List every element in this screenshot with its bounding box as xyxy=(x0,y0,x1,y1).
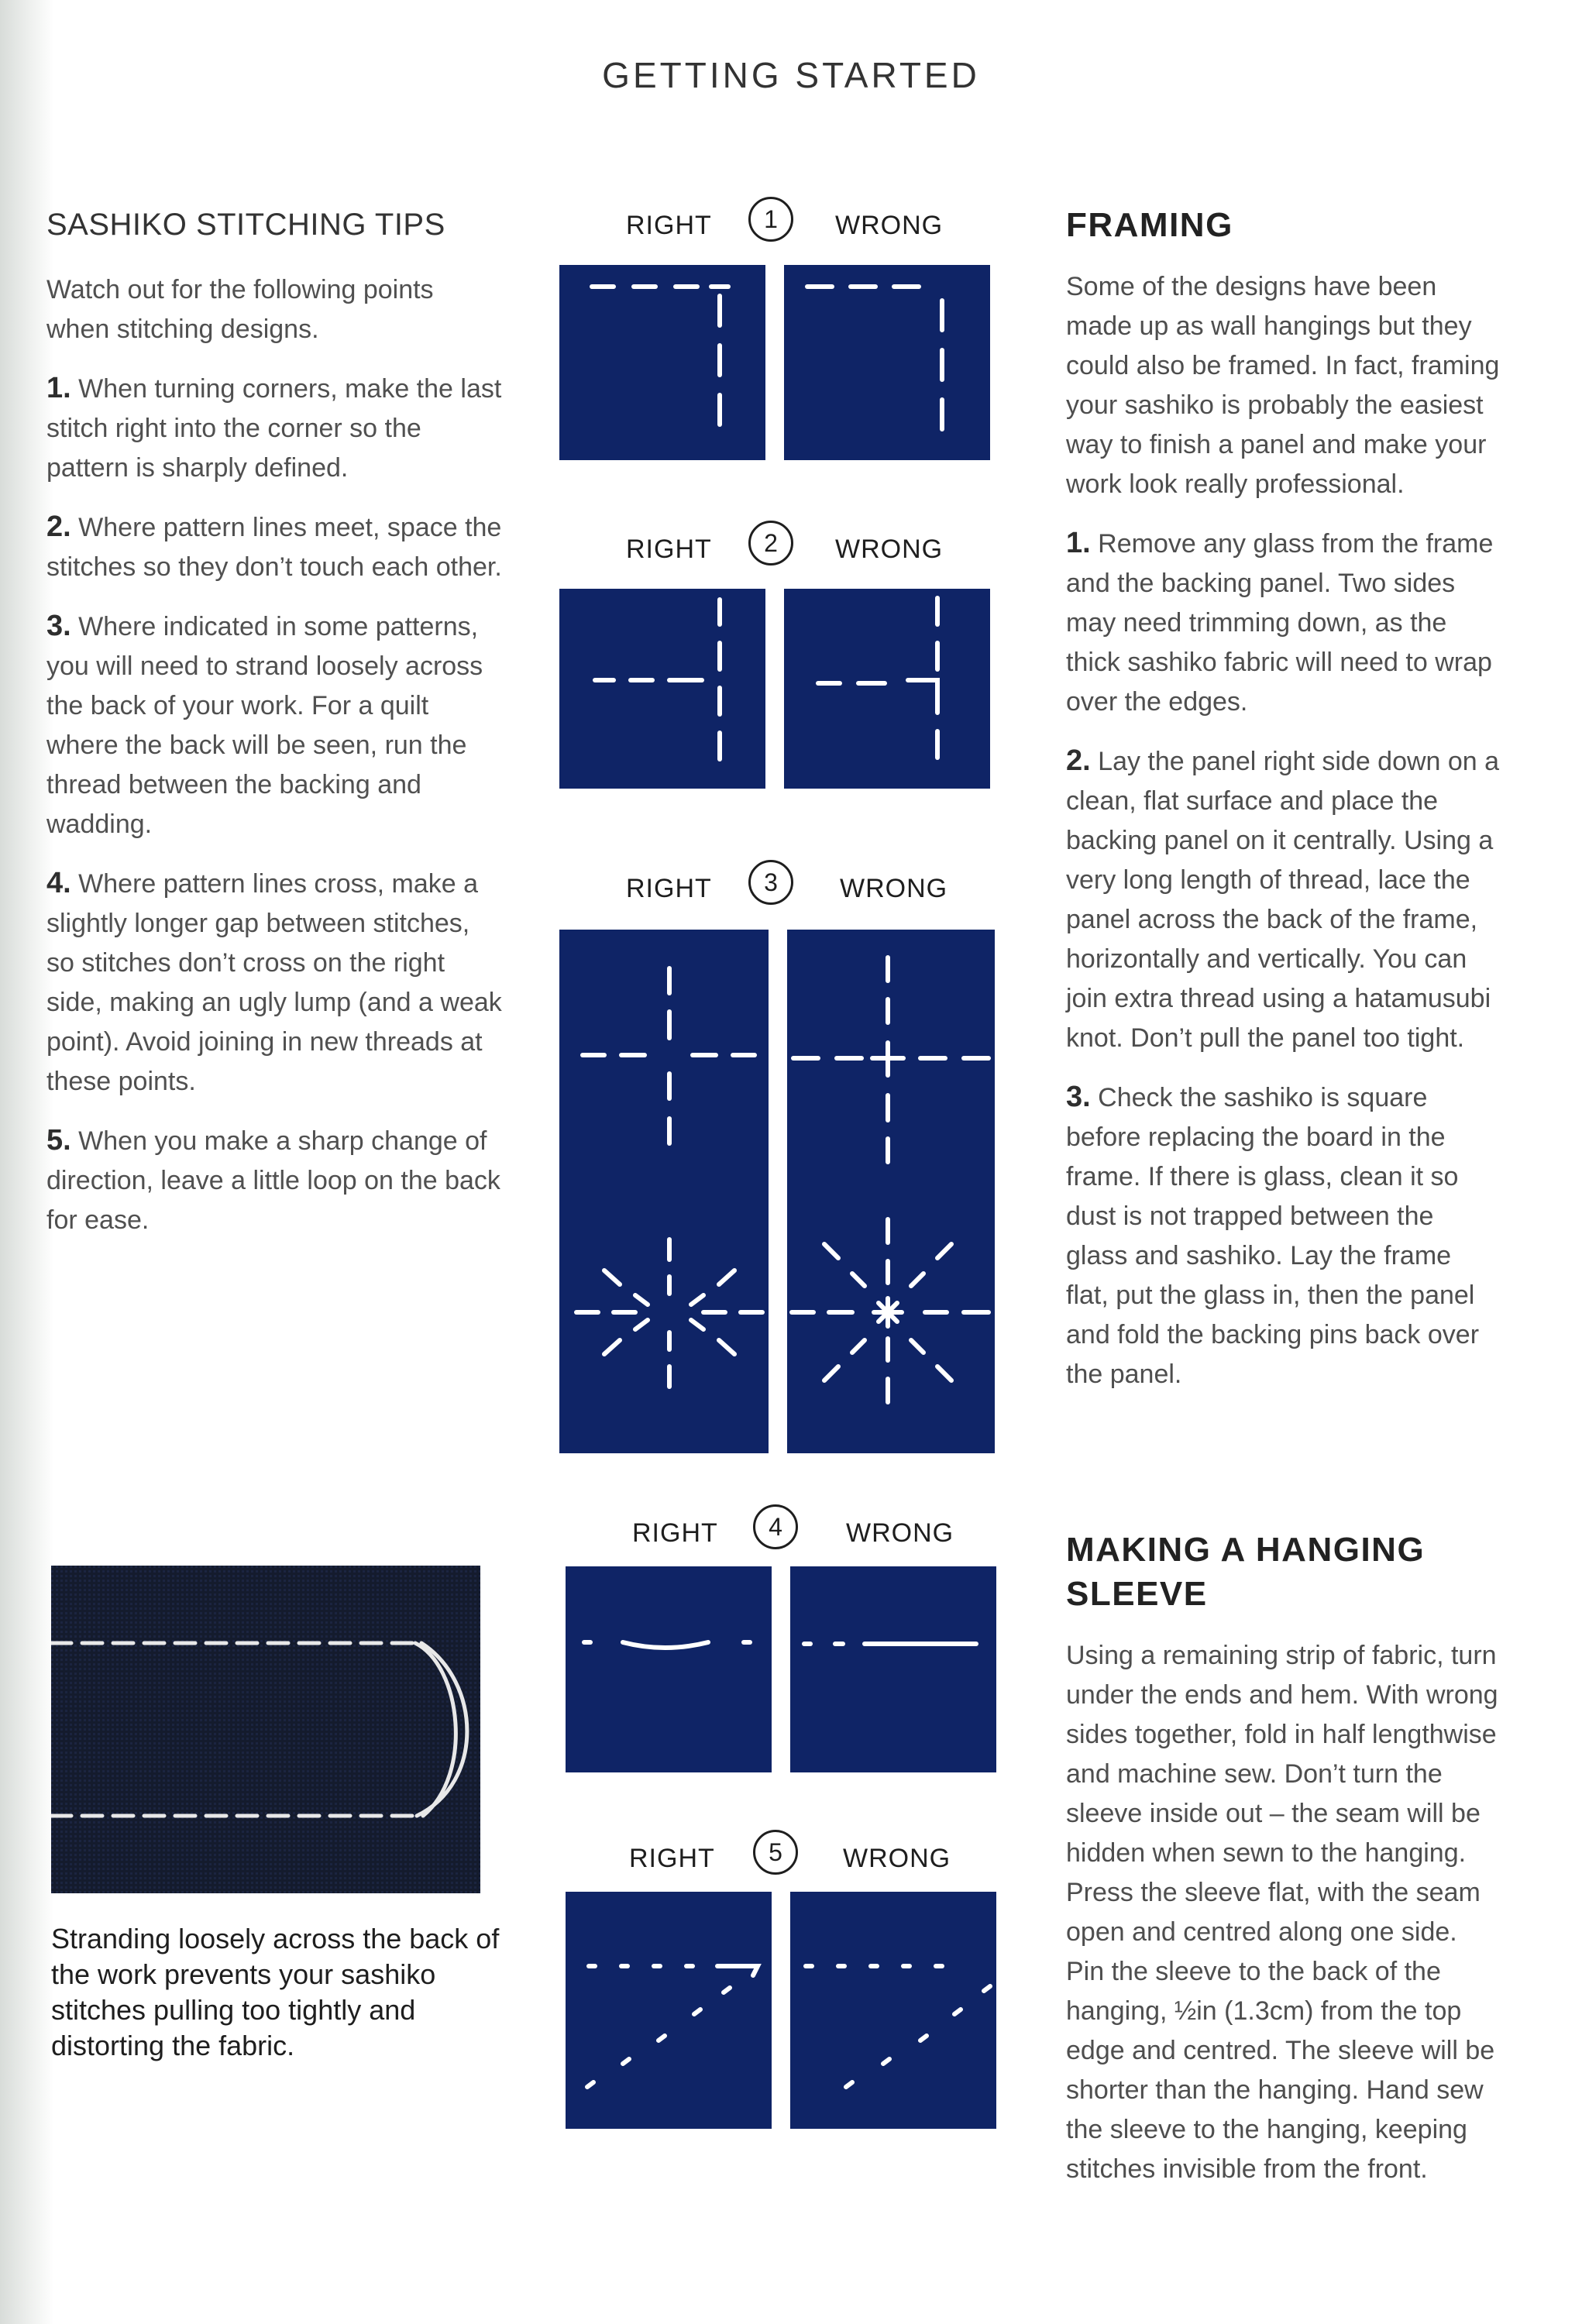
right-label: RIGHT xyxy=(626,874,712,903)
hanging-sleeve-section xyxy=(1066,1528,1500,2209)
tip-text: When you make a sharp change of direction, leave a little loop on the back for ease. xyxy=(46,1126,500,1235)
step-number: 2. xyxy=(1066,744,1091,777)
tip-number: 1. xyxy=(46,372,71,404)
diagram-4-wrong-panel xyxy=(790,1566,996,1772)
photo-caption: Stranding loosely across the back of the work prevents your sashiko stitches pulling too tightly and distorting the fabric. xyxy=(51,1923,500,2061)
tip-number: 5. xyxy=(46,1124,71,1157)
tip-text: Where pattern lines cross, make a slightly longer gap between stitches, so stitches don’t cross on the right side, making an ugly lump (and a weak point). Avoid joining in new threads at these points. xyxy=(46,869,502,1096)
hanging-sleeve-text: Using a remaining strip of fabric, turn under the ends and hem. With wrong sides together, fold in half lengthwise and machine sew. Don’t turn the sleeve inside out – the seam will be hidden when sewn to the hanging. Press the sleeve flat, with the seam open and centred along one side. Pin the sleeve to the back of the hanging, ½in (1.3cm) from the top edge and centred. The sleeve will be shorter than the hanging. Hand sew the sleeve to the hanging, keeping stitches invisible from the front. xyxy=(1066,1641,1498,2184)
wrong-label: WRONG xyxy=(843,1844,951,1873)
wrong-label: WRONG xyxy=(835,535,944,564)
tips-title: SASHIKO STITCHING TIPS xyxy=(46,208,445,242)
step-number: 3. xyxy=(1066,1081,1091,1113)
diagram-2-right-panel xyxy=(559,589,765,789)
framing-step xyxy=(1066,1078,1500,1394)
tip-item xyxy=(46,864,504,1102)
right-label: RIGHT xyxy=(629,1844,715,1873)
stranding-photo-image xyxy=(51,1566,480,1893)
diagram-number: 3 xyxy=(748,860,793,905)
diagram-header-1 xyxy=(620,197,992,251)
tip-item xyxy=(46,369,504,488)
diagram-5-right-panel xyxy=(566,1892,772,2129)
wrong-label: WRONG xyxy=(840,874,948,903)
step-number: 1. xyxy=(1066,527,1091,559)
tip-text: Where indicated in some patterns, you will need to strand loosely across the back of your work. For a quilt where the back will be seen, run the thread between the backing and wadding. xyxy=(46,612,483,839)
framing-section xyxy=(1066,203,1500,1414)
wrong-label: WRONG xyxy=(846,1518,954,1548)
right-label: RIGHT xyxy=(626,211,712,240)
diagram-3-wrong-panel xyxy=(787,930,995,1453)
diagram-number: 5 xyxy=(753,1830,798,1875)
tip-item xyxy=(46,507,504,587)
diagram-header-2 xyxy=(620,521,992,575)
tip-item xyxy=(46,607,504,844)
diagram-4-right-panel xyxy=(566,1566,772,1772)
tip-text: Where pattern lines meet, space the stitches so they don’t touch each other. xyxy=(46,513,502,582)
tip-text: When turning corners, make the last stitch right into the corner so the pattern is sharply defined. xyxy=(46,374,502,483)
right-label: RIGHT xyxy=(626,535,712,564)
step-text: Check the sashiko is square before replacing the board in the frame. If there is glass, clean it so dust is not trapped between the glass and sashiko. Lay the frame flat, put the glass in, then the panel and fold the backing pins back over the panel. xyxy=(1066,1083,1480,1389)
diagram-number: 4 xyxy=(753,1504,798,1549)
framing-step xyxy=(1066,524,1500,722)
stranding-photo xyxy=(51,1566,480,1893)
tip-number: 4. xyxy=(46,867,71,899)
running-head: GETTING STARTED xyxy=(602,55,980,95)
diagram-3-right-panel xyxy=(559,930,769,1453)
framing-step xyxy=(1066,741,1500,1058)
diagram-2-wrong-panel xyxy=(784,589,990,789)
step-text: Lay the panel right side down on a clean, flat surface and place the backing panel on it centrally. Using a very long length of thread, lace the panel across the back of the frame, horizontally and vertically. You can join extra thread using a hatamusubi knot. Don’t pull the panel too tight. xyxy=(1066,747,1500,1053)
stitching-tips-section xyxy=(46,208,504,1260)
diagram-number: 2 xyxy=(748,521,793,566)
diagram-5-wrong-panel xyxy=(790,1892,996,2129)
tip-number: 3. xyxy=(46,610,71,642)
tips-intro: Watch out for the following points when stitching designs. xyxy=(46,275,434,344)
diagram-header-5 xyxy=(626,1830,998,1884)
framing-title: FRAMING xyxy=(1066,206,1233,244)
step-text: Remove any glass from the frame and the backing panel. Two sides may need trimming down, as the thick sashiko fabric will need to wrap over the edges. xyxy=(1066,529,1494,717)
hanging-sleeve-title: MAKING A HANGING SLEEVE xyxy=(1066,1531,1426,1613)
diagram-1-wrong-panel xyxy=(784,265,990,460)
diagram-number: 1 xyxy=(748,197,793,242)
right-label: RIGHT xyxy=(632,1518,718,1548)
tip-item xyxy=(46,1121,504,1240)
diagram-header-4 xyxy=(626,1504,998,1559)
framing-intro: Some of the designs have been made up as wall hangings but they could also be framed. In fact, framing your sashiko is probably the easiest way to finish a panel and make your work look really professional. xyxy=(1066,272,1500,499)
wrong-label: WRONG xyxy=(835,211,944,240)
tip-number: 2. xyxy=(46,511,71,543)
diagram-1-right-panel xyxy=(559,265,765,460)
diagram-header-3 xyxy=(620,860,992,914)
